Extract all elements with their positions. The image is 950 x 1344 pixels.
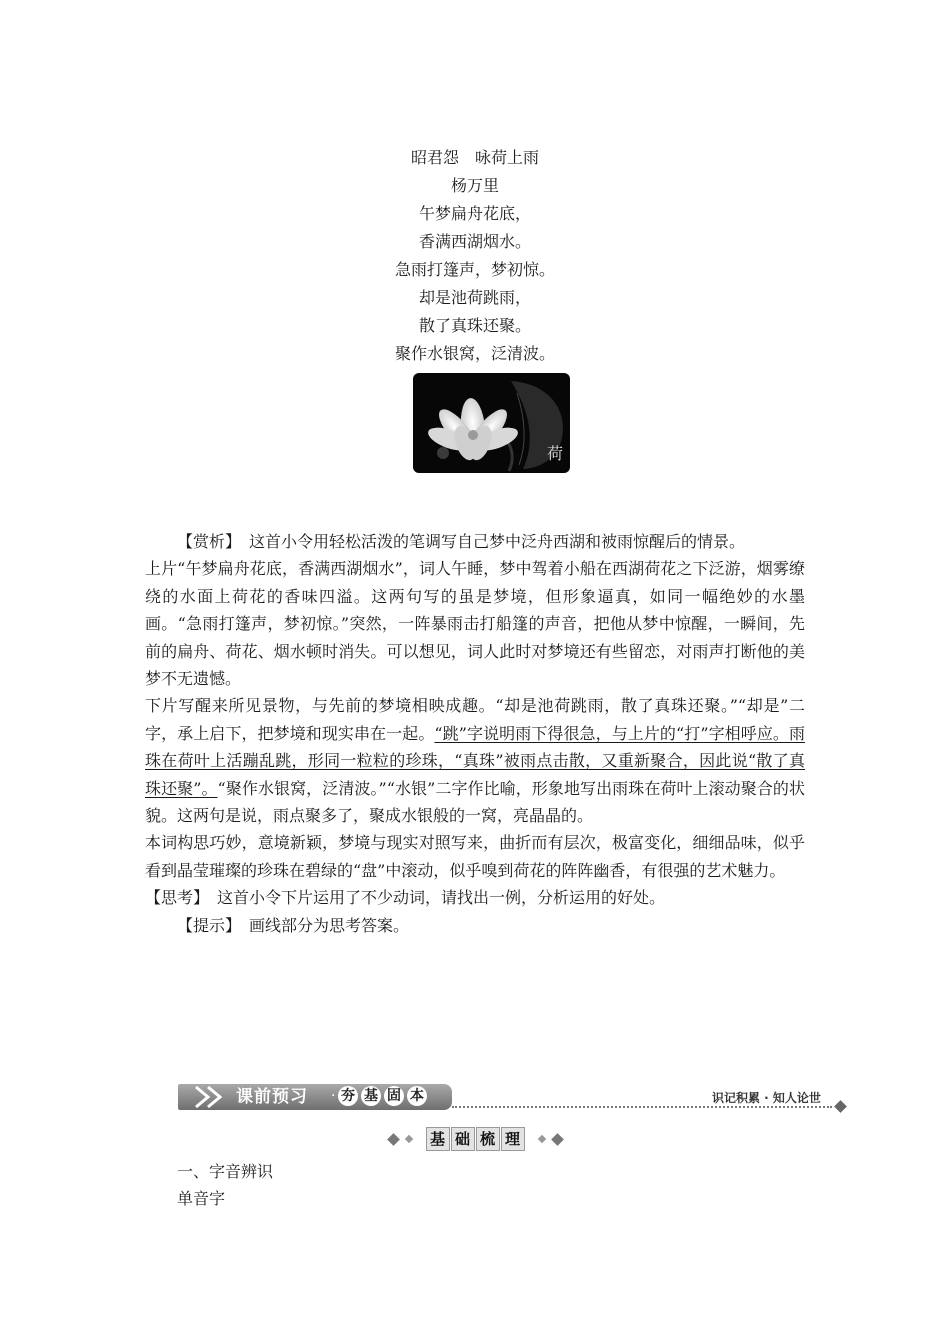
hint-text: 画线部分为思考答案。	[249, 915, 410, 935]
banner-char: 本	[407, 1086, 427, 1106]
diamond-icon	[537, 1135, 545, 1143]
underlined-answer: “跳”字说明雨下得很急，与上片的“打”字相呼应。雨珠在荷叶上活蹦乱跳，形同一粒粒的珍珠，“真珠”被雨点击散，又重新聚合，因此说“散了真珠还聚”。	[145, 723, 805, 798]
poem-line: 却是池荷跳雨，	[418, 288, 531, 307]
lotus-photo	[413, 373, 570, 473]
diamond-icon	[551, 1133, 564, 1146]
poem-line: 聚作水银窝，泛清波。	[394, 344, 555, 363]
subheading-char: 梳	[476, 1127, 500, 1151]
banner-right-text: 识记积累 · 知人论世	[712, 1091, 821, 1105]
analysis-intro-text: 这首小令用轻松活泼的笔调写自己梦中泛舟西湖和被雨惊醒后的情景。	[249, 532, 746, 551]
subheading-title	[426, 1127, 525, 1151]
subheading-char: 理	[501, 1127, 525, 1151]
think-label: 【思考】	[145, 888, 202, 908]
analysis-para-2-pre: 下片写醒来所见景物，与先前的梦境相映成趣。“却是池荷跳雨，散了真珠还聚。”“却是”二字，承上启下，把梦境和现实串在一起。	[145, 696, 805, 743]
analysis-para-2-post: “聚作水银窝，泛清波。”“水银”二字作比喻，形象地写出雨珠在荷叶上滚动聚合的状貌。这两句是说，雨点聚多了，聚成水银般的一窝，亮晶晶的。	[145, 778, 805, 826]
hint-line	[145, 912, 805, 939]
think-question	[145, 884, 805, 911]
analysis-label: 【赏析】	[177, 532, 234, 551]
poem-line: 急雨打篷声，梦初惊。	[394, 260, 555, 279]
subheading	[0, 1126, 950, 1152]
think-text: 这首小令下片运用了不少动词，请找出一例，分析运用的好处。	[217, 888, 666, 908]
poem-title: 昭君怨 咏荷上雨	[410, 148, 539, 167]
poem-line: 午梦扁舟花底，	[418, 204, 531, 223]
diamond-icon	[387, 1133, 400, 1146]
analysis-para-2	[145, 692, 805, 829]
lotus-flower-icon	[413, 373, 570, 473]
poem-author: 杨万里	[450, 176, 499, 195]
poem-line: 香满西湖烟水。	[418, 232, 531, 251]
section-heading: 一、字音辨识	[177, 1162, 274, 1181]
section-banner	[178, 1084, 846, 1110]
banner-circle-chars	[338, 1086, 427, 1106]
analysis-para-3: 本词构思巧妙，意境新颖，梦境与现实对照写来，曲折而有层次，极富变化，细细品味，似乎看到晶莹璀璨的珍珠在碧绿的“盘”中滚动，似乎嗅到荷花的阵阵幽香，有很强的艺术魅力。	[145, 833, 805, 880]
poem-block	[0, 144, 950, 368]
diamond-icon	[834, 1100, 847, 1113]
banner-char: 基	[361, 1086, 381, 1106]
hint-label: 【提示】	[177, 915, 234, 935]
section-subheading: 单音字	[177, 1189, 226, 1208]
analysis-para-1: 上片“午梦扁舟花底，香满西湖烟水”，词人午睡，梦中驾着小船在西湖荷花之下泛游，烟雾缭绕的水面上荷花的香味四溢。这两句写的虽是梦境，但形象逼真，如同一幅绝妙的水墨画。“急雨打篷声，梦初惊。”突然，一阵暴雨击打船篷的声音，把他从梦中惊醒，一瞬间，先前的扁舟、荷花、烟水顿时消失。可以想见，词人此时对梦境还有些留恋，对雨声打断他的美梦不无遗憾。	[145, 559, 805, 689]
banner-char: 固	[384, 1086, 404, 1106]
subheading-char: 础	[451, 1127, 475, 1151]
analysis-intro	[145, 528, 805, 555]
banner-char: 夯	[338, 1086, 358, 1106]
subheading-char: 基	[426, 1127, 450, 1151]
diamond-icon	[404, 1135, 412, 1143]
poem-line: 散了真珠还聚。	[418, 316, 531, 335]
lotus-mark: 荷	[547, 444, 564, 463]
banner-separator: ·	[331, 1088, 336, 1104]
banner-dotted-line	[452, 1106, 832, 1108]
banner-title: 课前预习	[236, 1087, 308, 1107]
analysis-block	[145, 528, 805, 939]
double-chevron-icon	[192, 1085, 232, 1109]
